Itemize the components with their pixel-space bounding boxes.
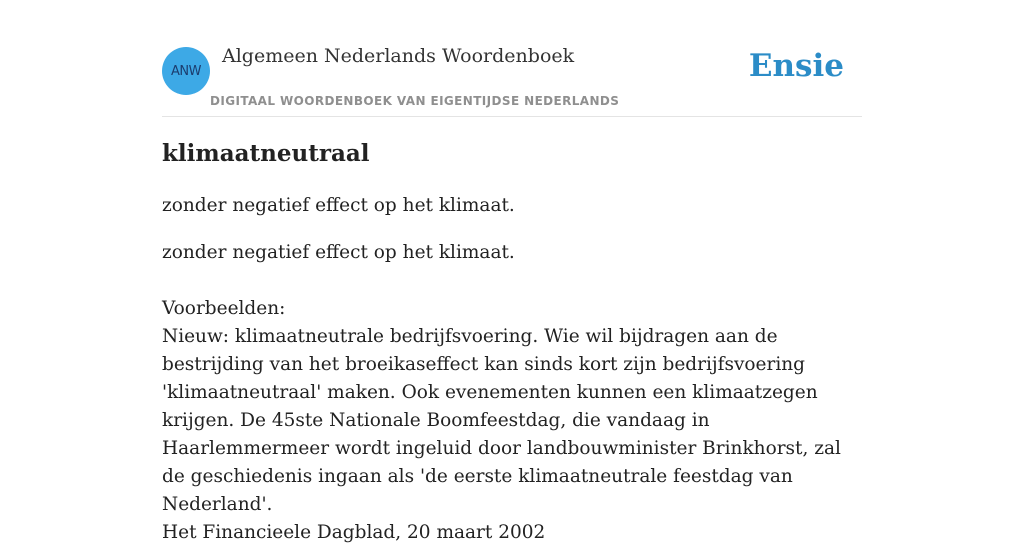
entry-content	[162, 138, 862, 547]
site-header	[162, 40, 862, 117]
examples-label: Voorbeelden:	[162, 298, 286, 319]
ensie-logo[interactable]: Ensie	[748, 48, 844, 84]
entry-definition: zonder negatief effect op het klimaat.	[162, 195, 515, 216]
example-source: Het Financieele Dagblad, 20 maart 2002	[162, 522, 546, 543]
site-subtitle: DIGITAAL WOORDENBOEK VAN EIGENTIJDSE NEDERLANDS	[210, 94, 620, 108]
anw-logo[interactable]	[162, 47, 210, 95]
entry-headword: klimaatneutraal	[162, 140, 370, 167]
site-title[interactable]: Algemeen Nederlands Woordenboek	[222, 45, 575, 67]
entry-definition-repeat: zonder negatief effect op het klimaat.	[162, 242, 515, 263]
example-quote: Nieuw: klimaatneutrale bedrijfsvoering. Wie wil bijdragen aan de bestrijding van het broeikaseffect kan sinds kort zijn bedrijfsvoering 'klimaatneutraal' maken. Ook evenementen kunnen een klimaatzegen krijgen. De 45ste Nationale Boomfeestdag, die vandaag in Haarlemmermeer wordt ingeluid door landbouwminister Brinkhorst, zal de geschiedenis ingaan als 'de eerste klimaatneutrale feestdag van Nederland'.	[162, 326, 841, 515]
logo-text: ANW	[171, 63, 201, 79]
